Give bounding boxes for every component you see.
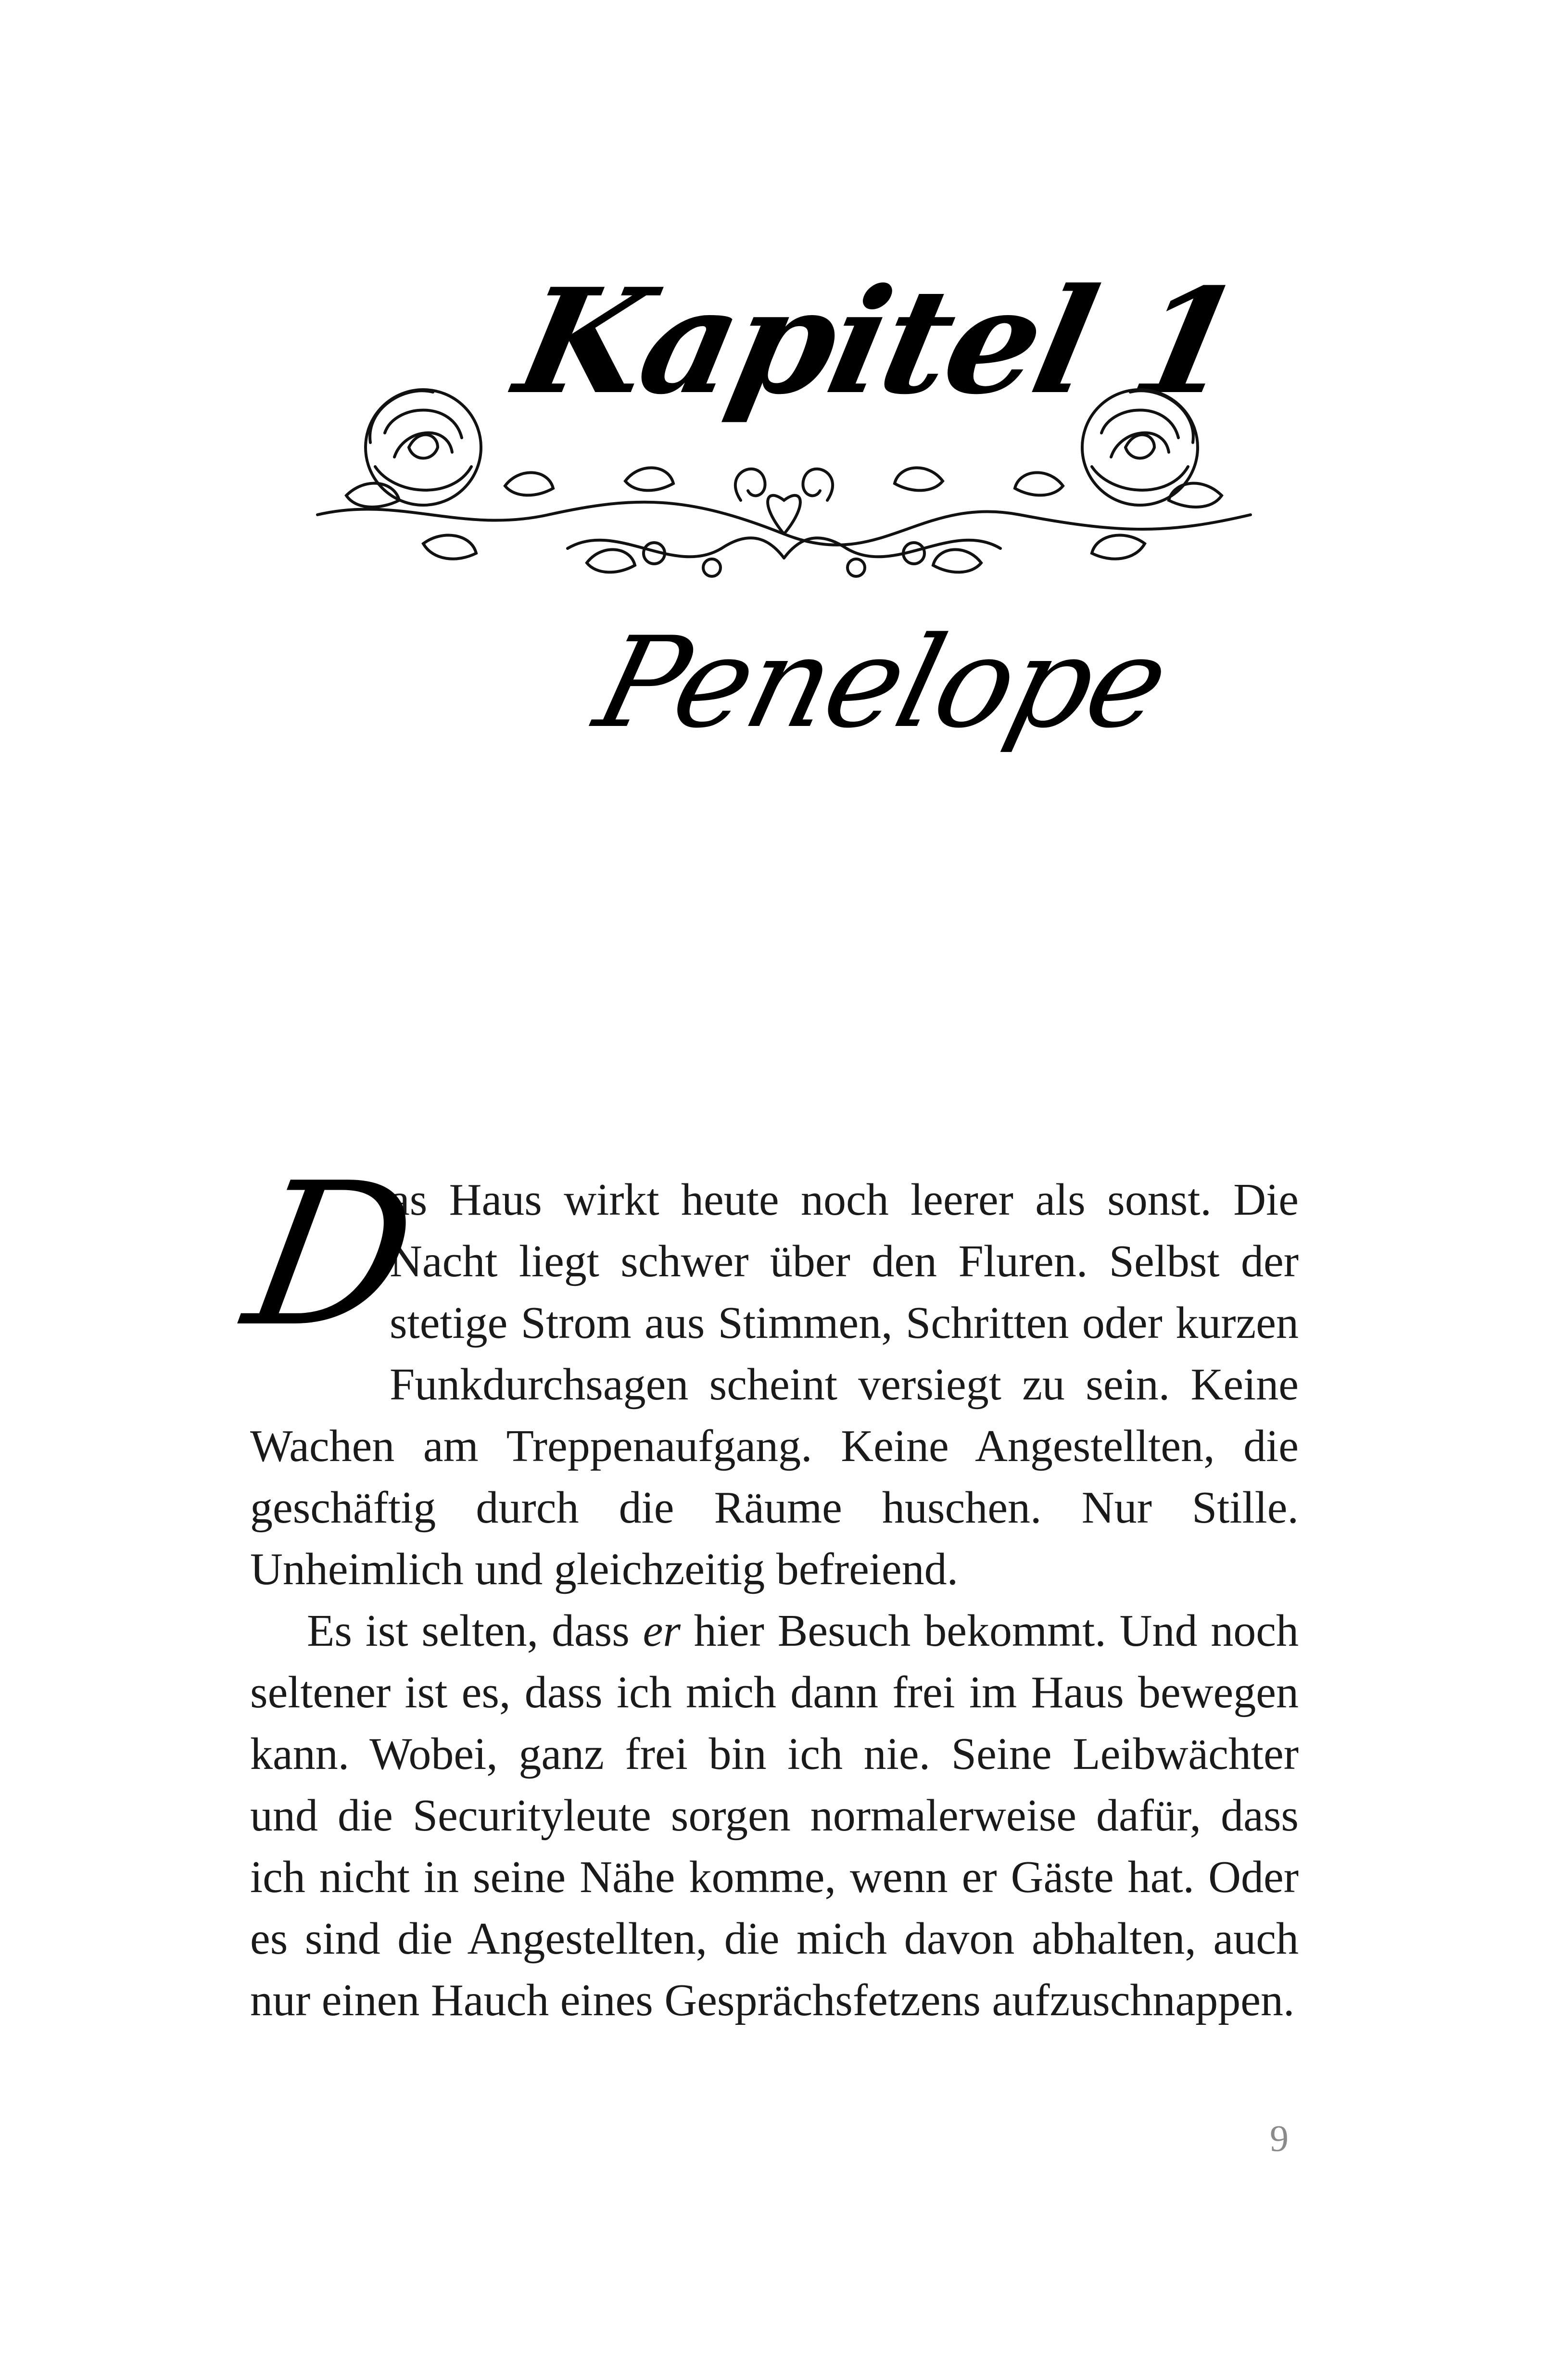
paragraph-text-before: Es ist selten, dass — [307, 1606, 643, 1656]
emphasis-pronoun: er — [643, 1606, 681, 1656]
paragraph-text: as Haus wirkt heute noch leerer als sonst. Die Nacht liegt schwer über den Fluren. Selbst der stetige Strom aus Stimmen, Schritten oder kurzen Funkdurchsagen scheint versiegt zu sein. Keine Wachen am Treppenaufgang. Keine Angestellten, die geschäftig durch die Räume huschen. Nur Stille. Unheimlich und gleichzeitig befreiend. — [250, 1175, 1299, 1594]
page-number: 9 — [1270, 2117, 1289, 2159]
chapter-body — [232, 1140, 1299, 2031]
paragraph — [232, 1140, 1299, 1600]
rose-vine-ornament-icon — [279, 375, 1289, 601]
drop-cap: D — [232, 1140, 431, 1370]
chapter-title: Kapitel 1 — [504, 256, 1253, 426]
paragraph-text-after: hier Besuch bekommt. Und noch seltener ist es, dass ich mich dann frei im Haus bewegen kann. Wobei, ganz frei bin ich nie. Seine Leibwächter und die Securityleute sorgen normalerweise dafür, dass ich nicht in seine Nähe komme, wenn er Gäste hat. Oder es sind die Angestellten, die mich davon abhalten, auch nur einen Hauch eines Gesprächsfetzens aufzuschnappen. — [250, 1606, 1299, 2025]
paragraph — [250, 1600, 1299, 2031]
pov-character-name: Penelope — [583, 610, 1181, 756]
